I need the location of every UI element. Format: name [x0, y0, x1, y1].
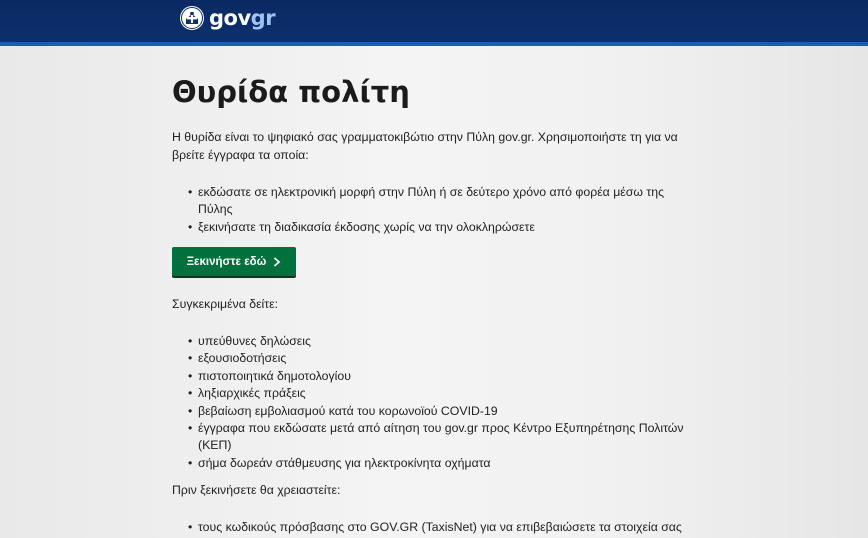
list-item: • ληξιαρχικές πράξεις [188, 385, 698, 402]
specifically-heading: Συγκεκριμένα δείτε: [172, 297, 279, 311]
list-item: • εκδώσατε σε ηλεκτρονική μορφή στην Πύλη ή σε δεύτερο χρόνο από φορέα μέσω της Πύλης [188, 184, 698, 219]
list-item: • έγγραφα που εκδώσατε μετά από αίτηση του gov.gr προς Κέντρο Εξυπηρέτησης Πολιτών (ΚΕΠ) [188, 420, 698, 455]
documents-list [188, 333, 698, 472]
govgr-logo[interactable] [179, 5, 275, 31]
list-item: • εξουσιοδοτήσεις [188, 350, 698, 367]
start-button[interactable] [172, 247, 296, 276]
intro-paragraph: Η θυρίδα είναι το ψηφιακό σας γραμματοκιβώτιο στην Πύλη gov.gr. Χρησιμοποιήστε τη για να βρείτε έγγραφα τα οποία: [172, 130, 678, 162]
before-heading: Πριν ξεκινήσετε θα χρειαστείτε: [172, 483, 341, 497]
page-title: Θυρίδα πολίτη [172, 75, 410, 109]
list-item: • υπεύθυνες δηλώσεις [188, 333, 698, 350]
list-item: • βεβαίωση εμβολιασμού κατά του κορωνοϊού COVID-19 [188, 403, 698, 420]
intro-list [188, 184, 698, 236]
list-item: • σήμα δωρεάν στάθμευσης για ηλεκτροκίνητα οχήματα [188, 455, 698, 472]
site-header [0, 0, 868, 46]
list-item: • ξεκινήσατε τη διαδικασία έκδοσης χωρίς να την ολοκληρώσετε [188, 219, 698, 236]
start-button-label: Ξεκινήστε εδώ [186, 255, 267, 268]
chevron-right-icon [273, 257, 281, 267]
greek-emblem-icon [179, 5, 205, 31]
logo-wordmark: govgr [209, 6, 276, 30]
requirements-list [188, 519, 698, 536]
list-item: • πιστοποιητικά δημοτολογίου [188, 368, 698, 385]
list-item: • τους κωδικούς πρόσβασης στο GOV.GR (TaxisNet) για να επιβεβαιώσετε τα στοιχεία σας [188, 519, 698, 536]
